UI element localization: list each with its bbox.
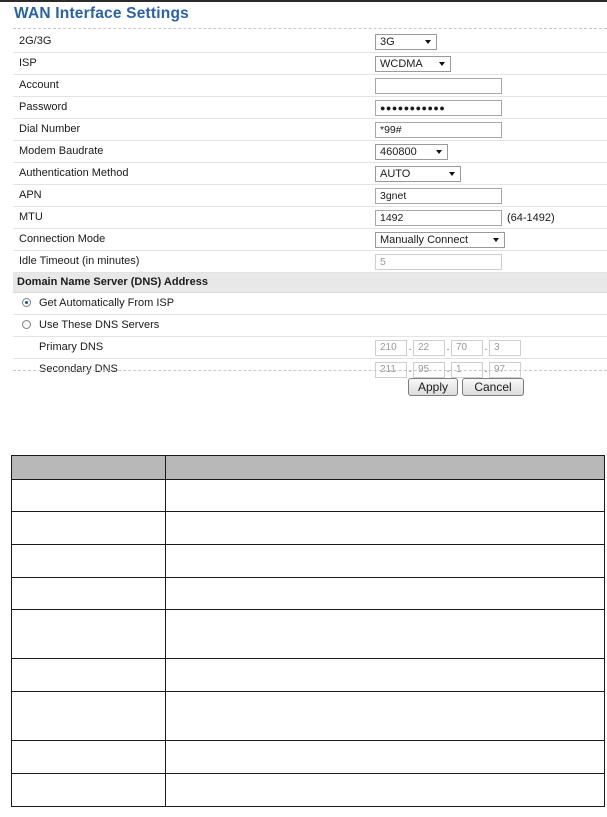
table-cell — [12, 480, 166, 512]
dns-header-label: Domain Name Server (DNS) Address — [17, 276, 208, 288]
page-title: WAN Interface Settings — [14, 5, 189, 22]
secondary-dns-octet-2[interactable]: 95 — [413, 362, 445, 378]
cancel-button[interactable]: Cancel — [462, 378, 524, 396]
ip-separator: . — [408, 363, 412, 375]
table-row — [12, 512, 605, 545]
chevron-down-icon — [439, 62, 445, 66]
mtu-range-note: (64-1492) — [507, 212, 555, 224]
table-cell — [12, 545, 166, 578]
select-isp[interactable] — [375, 56, 451, 72]
select-2g3g[interactable] — [375, 34, 437, 50]
chevron-down-icon — [436, 150, 442, 154]
table-row — [12, 692, 605, 741]
row-idle-timeout — [13, 251, 607, 273]
select-baudrate-value: 460800 — [380, 146, 417, 158]
table-cell — [12, 692, 166, 741]
table-row — [12, 480, 605, 512]
label-auth-method: Authentication Method — [19, 167, 129, 179]
table-header-cell — [166, 456, 605, 480]
table-cell — [12, 659, 166, 692]
ip-separator: . — [446, 363, 450, 375]
chevron-down-icon — [449, 172, 455, 176]
top-divider — [13, 28, 607, 29]
row-apn — [13, 185, 607, 207]
label-apn: APN — [19, 189, 42, 201]
select-connection-mode[interactable] — [375, 232, 505, 248]
dns-section-header — [13, 273, 607, 293]
primary-dns-octet-3[interactable]: 70 — [451, 340, 483, 356]
select-auth-value: AUTO — [380, 168, 411, 180]
mtu-input[interactable]: 1492 — [375, 210, 502, 226]
label-connection-mode: Connection Mode — [19, 233, 106, 245]
label-account: Account — [19, 79, 59, 91]
row-primary-dns — [13, 337, 607, 359]
table-cell — [12, 774, 166, 807]
dns-auto-label[interactable]: Get Automatically From ISP — [39, 297, 175, 309]
label-dial-number: Dial Number — [19, 123, 81, 135]
label-mtu: MTU — [19, 211, 43, 223]
table-cell — [166, 774, 605, 807]
select-2g3g-value: 3G — [380, 36, 395, 48]
table-cell — [166, 545, 605, 578]
primary-dns-octet-4[interactable]: 3 — [489, 340, 521, 356]
row-dns-auto — [13, 293, 607, 315]
top-border-line — [0, 0, 607, 2]
label-primary-dns: Primary DNS — [39, 341, 104, 353]
table-cell — [12, 578, 166, 610]
apn-input[interactable]: 3gnet — [375, 188, 502, 204]
account-input[interactable] — [375, 78, 502, 94]
table-cell — [12, 610, 166, 659]
secondary-dns-octet-3[interactable]: 1 — [451, 362, 483, 378]
row-isp — [13, 53, 607, 75]
table-cell — [166, 480, 605, 512]
table-cell — [12, 741, 166, 774]
dns-manual-radio[interactable] — [22, 320, 31, 329]
ip-separator: . — [408, 341, 412, 353]
ip-separator: . — [484, 363, 488, 375]
select-isp-value: WCDMA — [380, 58, 423, 70]
wan-settings-form — [13, 31, 607, 380]
table-cell — [166, 578, 605, 610]
label-idle-timeout: Idle Timeout (in minutes) — [19, 255, 140, 267]
table-header-row — [12, 456, 605, 480]
label-baudrate: Modem Baudrate — [19, 145, 104, 157]
label-password: Password — [19, 101, 68, 113]
table-cell — [166, 741, 605, 774]
table-cell — [166, 512, 605, 545]
row-auth-method — [13, 163, 607, 185]
select-connection-value: Manually Connect — [380, 234, 469, 246]
table-row — [12, 610, 605, 659]
dns-manual-label[interactable]: Use These DNS Servers — [39, 319, 160, 331]
row-connection-mode — [13, 229, 607, 251]
idle-timeout-input[interactable]: 5 — [375, 254, 502, 270]
table-cell — [166, 610, 605, 659]
bottom-divider — [13, 370, 607, 371]
primary-dns-octet-2[interactable]: 22 — [413, 340, 445, 356]
dial-number-input[interactable]: *99# — [375, 122, 502, 138]
table-cell — [166, 659, 605, 692]
table-row — [12, 774, 605, 807]
table-header-cell — [12, 456, 166, 480]
select-auth-method[interactable] — [375, 166, 461, 182]
table-cell — [12, 512, 166, 545]
label-isp: ISP — [19, 57, 37, 69]
chevron-down-icon — [493, 238, 499, 242]
row-dns-manual — [13, 315, 607, 337]
row-mtu — [13, 207, 607, 229]
table-row — [12, 545, 605, 578]
table-row — [12, 659, 605, 692]
label-secondary-dns: Secondary DNS — [39, 363, 118, 375]
secondary-dns-octet-4[interactable]: 97 — [489, 362, 521, 378]
row-password — [13, 97, 607, 119]
row-baudrate — [13, 141, 607, 163]
ip-separator: . — [484, 341, 488, 353]
apply-button[interactable]: Apply — [408, 378, 458, 396]
dns-auto-radio[interactable] — [22, 298, 31, 307]
select-baudrate[interactable] — [375, 144, 448, 160]
table-row — [12, 578, 605, 610]
chevron-down-icon — [425, 40, 431, 44]
label-2g3g: 2G/3G — [19, 35, 52, 47]
row-2g3g — [13, 31, 607, 53]
row-dial-number — [13, 119, 607, 141]
secondary-dns-octet-1[interactable]: 211 — [375, 362, 407, 378]
ip-separator: . — [446, 341, 450, 353]
reference-table — [11, 455, 605, 807]
password-input[interactable]: ●●●●●●●●●●● — [375, 100, 502, 116]
table-cell — [166, 692, 605, 741]
primary-dns-octet-1[interactable]: 210 — [375, 340, 407, 356]
table-row — [12, 741, 605, 774]
row-account — [13, 75, 607, 97]
